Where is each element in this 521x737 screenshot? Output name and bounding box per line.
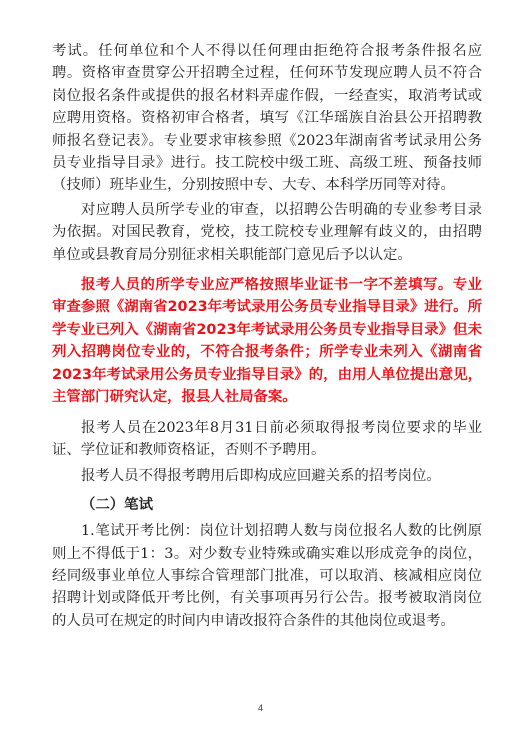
paragraph-certificate-deadline: 报考人员在2023年8月31日前必须取得报考岗位要求的毕业证、学位证和教师资格证，否则不予聘用。 <box>52 419 482 458</box>
document-body <box>52 40 482 632</box>
page-number: 4 <box>257 703 263 713</box>
paragraph-major-requirement-highlight: 报考人员的所学专业应严格按照毕业证书一字不差填写。专业审查参照《湖南省2023年考试录用公务员专业指导目录》进行。所学专业已列入《湖南省2023年考试录用公务员专业指导目录》但未列入招聘岗位专业的，不符合报考条件；所学专业未列入《湖南省2023年考试录用公务员专业指导目录》的，由用人单位提出意见，主管部门研究认定，报县人社局备案。 <box>52 277 482 406</box>
paragraph-qualification-review: 考试。任何单位和个人不得以任何理由拒绝符合报考条件报名应聘。资格审查贯穿公开招聘全过程，任何环节发现应聘人员不符合岗位报名条件或提供的报名材料弄虚作假，一经查实，取消考试或应聘用资格。资格初审合格者，填写《江华瑶族自治县公开招聘教师报名登记表》。专业要求审核参照《2023年湖南省考试录用公务员专业指导目录》进行。技工院校中级工班、高级工班、预备技师（技师）班毕业生，分别按照中专、大专、本科学历同等对待。 <box>52 43 482 194</box>
section-heading-written-exam: （二）笔试 <box>81 496 153 513</box>
paragraph-major-review: 对应聘人员所学专业的审查，以招聘公告明确的专业参考目录为依据。对国民教育，党校，技工院校专业理解有歧义的，由招聘单位或县教育局分别征求相关职能部门意见后予以认定。 <box>52 201 482 263</box>
paragraph-exam-ratio: 1.笔试开考比例：岗位计划招聘人数与岗位报名人数的比例原则上不得低于1：3。对少数专业特殊或确实难以形成竞争的岗位，经同级事业单位人事综合管理部门批准，可以取消、核减相应岗位招聘计划或降低开考比例，有关事项再另行公告。报考被取消岗位的人员可在规定的时间内申请改报符合条件的其他岗位或退考。 <box>52 523 482 629</box>
paragraph-avoidance-rule: 报考人员不得报考聘用后即构成应回避关系的招考岗位。 <box>81 468 441 485</box>
